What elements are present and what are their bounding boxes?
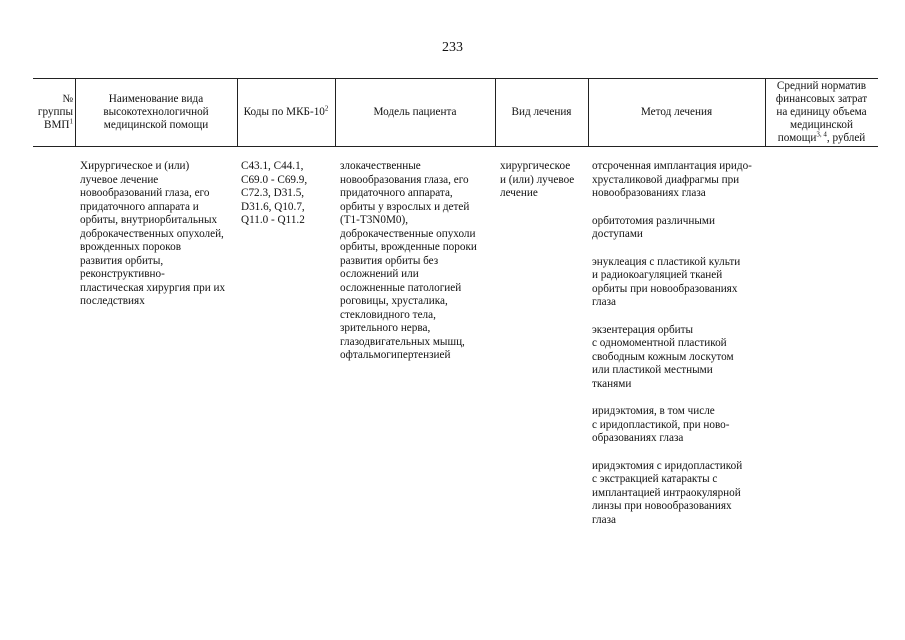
method-item: экзентерация орбиты с одномоментной пластикой свободным кожным лоскутом или пластикой местными тканями: [592, 323, 734, 390]
header-care-type: [75, 78, 237, 146]
cell-treatment-type: хирургическое и (или) лучевое лечение: [500, 160, 575, 199]
header-patient-model-text: Модель пациента: [373, 105, 457, 118]
header-group-number: [33, 78, 75, 146]
header-care-type-text: Наименование вида высокотехнологичной медицинской помощи: [103, 92, 209, 131]
header-treatment-type-text: Вид лечения: [511, 105, 572, 118]
header-treatment-method-text: Метод лечения: [640, 105, 713, 118]
header-treatment-method: [588, 78, 765, 146]
header-icd-codes-text: Коды по МКБ-10: [243, 105, 325, 118]
method-item: иридэктомия, в том числе с иридопластикой, при ново- образованиях глаза: [592, 405, 730, 444]
method-item: орбитотомия различными доступами: [592, 214, 715, 240]
method-item: иридэктомия с иридопластикой с экстракцией катаракты с имплантацией интраокулярной линзы при новообразованиях глаза: [592, 459, 743, 526]
header-cost-standard: [765, 78, 878, 146]
cell-treatment-methods: [592, 160, 765, 541]
footnote-ref: 3, 4: [816, 129, 827, 138]
header-cost-standard-text: Средний норматив финансовых затрат на единицу объема медицинской помощи: [775, 79, 868, 144]
header-cost-unit: , рублей: [826, 131, 866, 144]
method-item: отсроченная имплантация иридо- хрусталиковой диафрагмы при новообразованиях глаза: [592, 160, 752, 199]
header-patient-model: [335, 78, 495, 146]
method-item: энуклеация с пластикой культи и радиокоагуляцией тканей орбиты при новообразованиях глаза: [592, 255, 741, 308]
cell-icd-codes: C43.1, C44.1, C69.0 - C69.9, C72.3, D31.5, D31.6, Q10.7, Q11.0 - Q11.2: [241, 160, 308, 226]
header-group-number-text: № группы ВМП: [37, 92, 73, 131]
cell-patient-model: злокачественные новообразования глаза, его придаточного аппарата, орбиты у взрослых и детей (T1-T3N0M0), доброкачественные опухоли орбиты, врожденные пороки развития орбиты без осложнений или осложненные патологией роговицы, хрусталика, стекловидного тела, зрительного нерва, глазодвигательных мышц, офтальмогипертензией: [340, 160, 477, 361]
header-treatment-type: [495, 78, 588, 146]
header-icd-codes: [237, 78, 335, 146]
footnote-ref: 1: [69, 116, 73, 125]
page-number: 233: [442, 40, 463, 55]
cell-care-type-name: Хирургическое и (или) лучевое лечение новообразований глаза, его придаточного аппарата и орбиты, внутриорбитальных доброкачественных опухолей, врожденных пороков развития орбиты, реконструктивно- пластическая хирургия при их последствиях: [80, 160, 226, 307]
header-bottom-border: [33, 146, 878, 147]
footnote-ref: 2: [324, 103, 329, 112]
